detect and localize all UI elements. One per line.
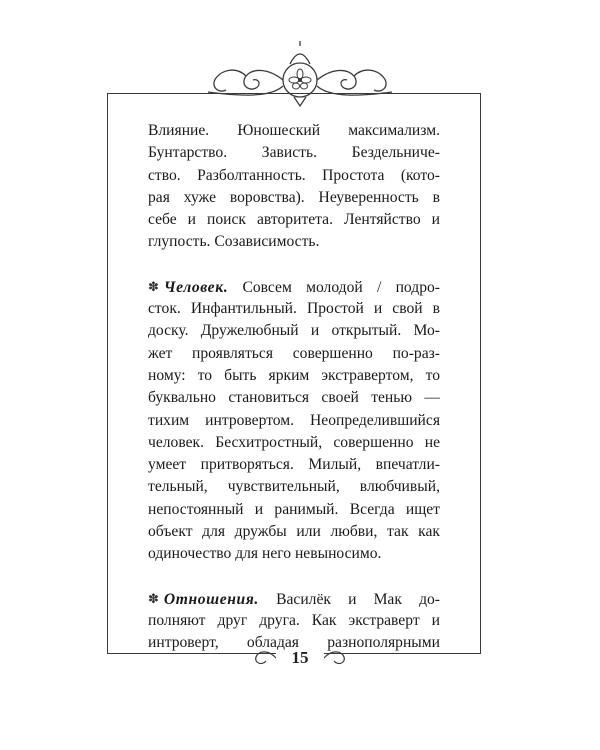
text-line: тельный, чувствительный, влюбчивый, <box>148 478 440 496</box>
text-line: буквально становиться своей тенью — <box>148 389 440 407</box>
text-line: себе и поиск авторитета. Лентяйство и <box>148 211 440 229</box>
section-relations-first-line: ✽ Отношения. Василёк и Мак до- <box>148 590 440 608</box>
text-line: Влияние. Юношеский максимализм. <box>148 122 440 139</box>
text-line: человек. Бесхитростный, совершенно не <box>148 433 440 451</box>
text-line: непостоянный и ранимый. Всегда ищет <box>148 500 440 518</box>
text-line: одиночество для него невыносимо. <box>148 545 382 563</box>
text-line: умеет притворяться. Милый, впечатли- <box>148 456 440 474</box>
text-line: глупость. Созависимость. <box>148 233 320 251</box>
text-line: Бунтарство. Зависть. Бездельниче- <box>148 144 440 162</box>
flower-emblem-icon <box>289 69 311 89</box>
page-number: 15 <box>276 646 324 670</box>
flower-icon: ✽ <box>148 278 159 294</box>
text-line: тихим интровертом. Неопределившийся <box>148 411 440 429</box>
text-line: ство. Разболтанность. Простота (кото- <box>148 166 440 184</box>
text-line: сток. Инфантильный. Простой и свой в <box>148 300 440 318</box>
section-person-first-line: ✽ Человек. Совсем молодой / подро- <box>148 278 440 296</box>
text-line: объект для дружбы или любви, так как <box>148 523 440 541</box>
body-text <box>148 120 440 655</box>
flower-icon: ✽ <box>148 590 159 606</box>
text-line: жет проявляться совершенно по-раз- <box>148 344 440 362</box>
section-heading: Человек. <box>163 278 229 296</box>
text-line: ному: то быть ярким экстравертом, то <box>148 366 440 384</box>
text-line: доску. Дружелюбный и открытый. Мо- <box>148 322 440 340</box>
section-heading: Отношения. <box>163 590 259 608</box>
text-line: рая хуже воровства). Неуверенность в <box>148 188 440 206</box>
text-line: интроверт, обладая разнополярными <box>148 634 440 652</box>
text-line: полняют друг друга. Как экстраверт и <box>148 611 440 629</box>
